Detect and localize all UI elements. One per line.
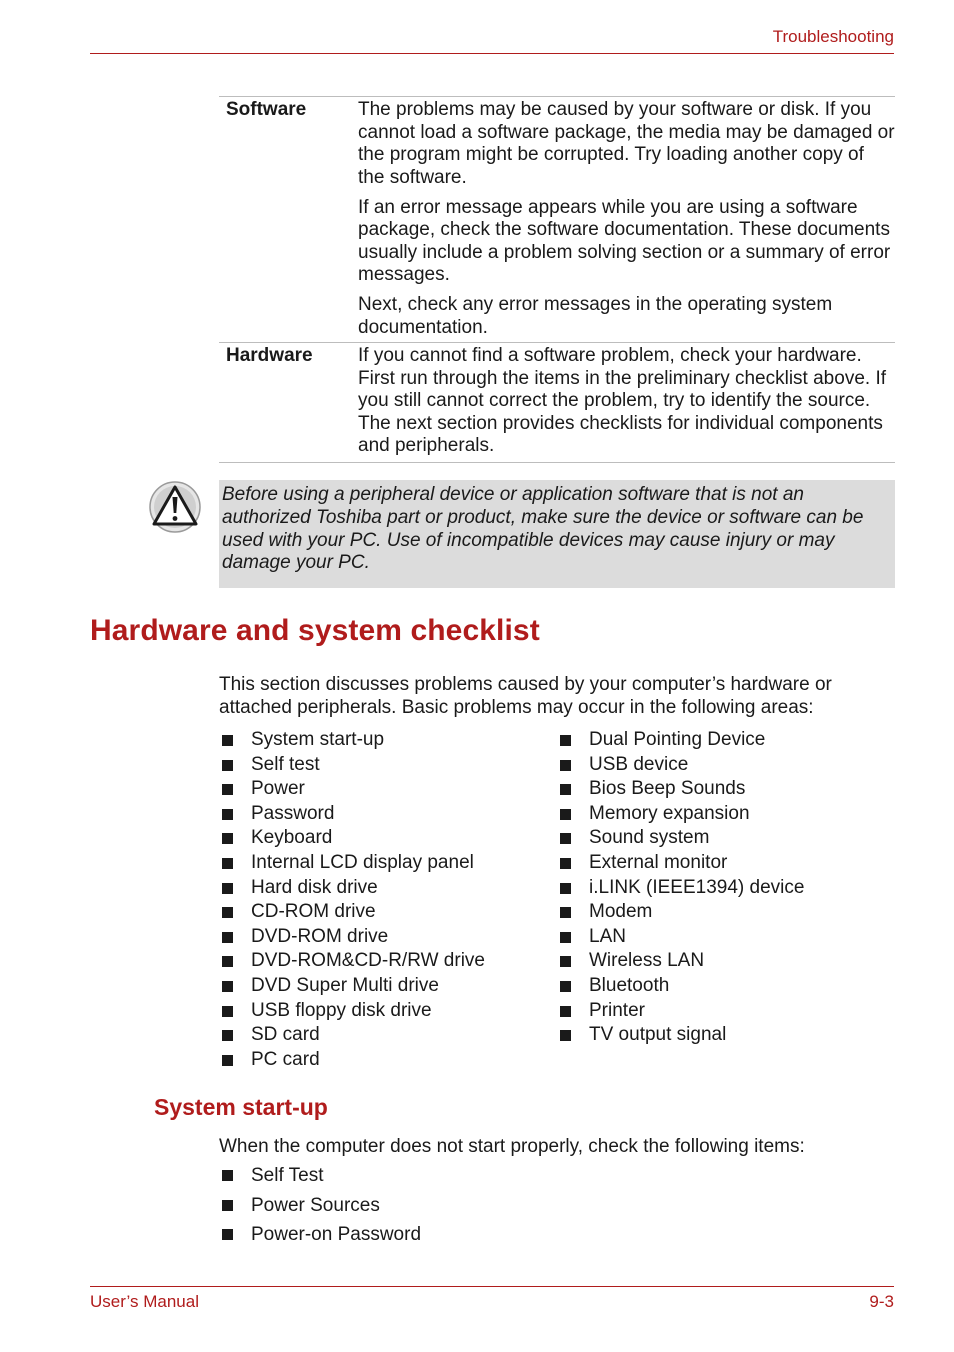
list-item: USB floppy disk drive xyxy=(219,999,485,1024)
page-number: 9-3 xyxy=(869,1292,894,1311)
footer-manual-title: User’s Manual xyxy=(90,1292,199,1311)
square-bullet-icon xyxy=(222,784,233,795)
row-paragraph: If you cannot find a software problem, check your hardware. First run through the items in the preliminary checklist above. If you still cannot correct the problem, try to identify the source. The next section provides checklists for individual components and peripherals. xyxy=(358,345,887,456)
list-item: LAN xyxy=(557,925,804,950)
subsection-title: System start-up xyxy=(154,1094,328,1120)
square-bullet-icon xyxy=(560,981,571,992)
square-bullet-icon xyxy=(222,1200,233,1211)
square-bullet-icon xyxy=(222,1006,233,1017)
row-paragraph: If an error message appears while you are using a software package, check the software documentation. These documents usually include a problem solving section or a summary of error messages. xyxy=(358,196,891,285)
square-bullet-icon xyxy=(222,809,233,820)
section-intro: This section discusses problems caused by your computer’s hardware or attached peripherals. Basic problems may occur in the following areas: xyxy=(219,674,832,718)
list-item: Self Test xyxy=(219,1161,421,1191)
list-item: PC card xyxy=(219,1048,485,1073)
square-bullet-icon xyxy=(222,760,233,771)
list-item: DVD-ROM&CD-R/RW drive xyxy=(219,949,485,974)
square-bullet-icon xyxy=(222,833,233,844)
caution-triangle-icon xyxy=(148,480,202,534)
troubleshooting-table xyxy=(219,96,895,463)
footer-rule xyxy=(90,1286,894,1287)
row-body xyxy=(351,343,895,462)
checklist-left-column xyxy=(219,728,485,1072)
list-item: External monitor xyxy=(557,851,804,876)
list-item: System start-up xyxy=(219,728,485,753)
square-bullet-icon xyxy=(222,907,233,918)
square-bullet-icon xyxy=(222,932,233,943)
row-paragraph: Next, check any error messages in the operating system documentation. xyxy=(358,294,833,338)
square-bullet-icon xyxy=(222,1030,233,1041)
list-item: CD-ROM drive xyxy=(219,900,485,925)
square-bullet-icon xyxy=(222,883,233,894)
square-bullet-icon xyxy=(222,981,233,992)
list-item: Self test xyxy=(219,753,485,778)
checklist-right-column xyxy=(557,728,804,1048)
square-bullet-icon xyxy=(560,858,571,869)
list-item: Hard disk drive xyxy=(219,876,485,901)
square-bullet-icon xyxy=(560,809,571,820)
list-item: Modem xyxy=(557,900,804,925)
list-item: Bios Beep Sounds xyxy=(557,777,804,802)
table-row-software xyxy=(219,96,895,342)
table-row-hardware xyxy=(219,342,895,463)
list-item: Memory expansion xyxy=(557,802,804,827)
list-item: Power xyxy=(219,777,485,802)
list-item: Dual Pointing Device xyxy=(557,728,804,753)
list-item: Keyboard xyxy=(219,826,485,851)
header-rule xyxy=(90,53,894,54)
square-bullet-icon xyxy=(560,907,571,918)
list-item: Internal LCD display panel xyxy=(219,851,485,876)
list-item: Power Sources xyxy=(219,1191,421,1221)
list-item: Printer xyxy=(557,999,804,1024)
list-item: TV output signal xyxy=(557,1023,804,1048)
list-item: Sound system xyxy=(557,826,804,851)
list-item: DVD Super Multi drive xyxy=(219,974,485,999)
caution-note: Before using a peripheral device or application software that is not an authorized Toshiba part or product, make sure the device or software can be used with your PC. Use of incompatible devices may cause injury or may damage your PC. xyxy=(219,480,895,588)
list-item: DVD-ROM drive xyxy=(219,925,485,950)
square-bullet-icon xyxy=(222,956,233,967)
subsection-intro: When the computer does not start properly, check the following items: xyxy=(219,1136,805,1157)
row-body xyxy=(351,97,895,342)
row-label: Software xyxy=(226,99,307,120)
square-bullet-icon xyxy=(560,735,571,746)
section-title: Hardware and system checklist xyxy=(90,614,540,647)
square-bullet-icon xyxy=(222,735,233,746)
square-bullet-icon xyxy=(560,1030,571,1041)
list-item: Bluetooth xyxy=(557,974,804,999)
square-bullet-icon xyxy=(222,1055,233,1066)
row-paragraph: The problems may be caused by your software or disk. If you cannot load a software package, the media may be damaged or the program might be corrupted. Try loading another copy of the software. xyxy=(358,99,895,188)
square-bullet-icon xyxy=(560,1006,571,1017)
square-bullet-icon xyxy=(222,1229,233,1240)
list-item: i.LINK (IEEE1394) device xyxy=(557,876,804,901)
square-bullet-icon xyxy=(222,1170,233,1181)
square-bullet-icon xyxy=(560,784,571,795)
square-bullet-icon xyxy=(560,760,571,771)
running-header-title: Troubleshooting xyxy=(772,27,894,46)
list-item: Power-on Password xyxy=(219,1220,421,1250)
list-item: USB device xyxy=(557,753,804,778)
list-item: Wireless LAN xyxy=(557,949,804,974)
square-bullet-icon xyxy=(560,883,571,894)
square-bullet-icon xyxy=(560,932,571,943)
square-bullet-icon xyxy=(560,956,571,967)
list-item: Password xyxy=(219,802,485,827)
square-bullet-icon xyxy=(222,858,233,869)
row-label: Hardware xyxy=(226,345,313,366)
startup-checklist xyxy=(219,1161,421,1250)
square-bullet-icon xyxy=(560,833,571,844)
list-item: SD card xyxy=(219,1023,485,1048)
